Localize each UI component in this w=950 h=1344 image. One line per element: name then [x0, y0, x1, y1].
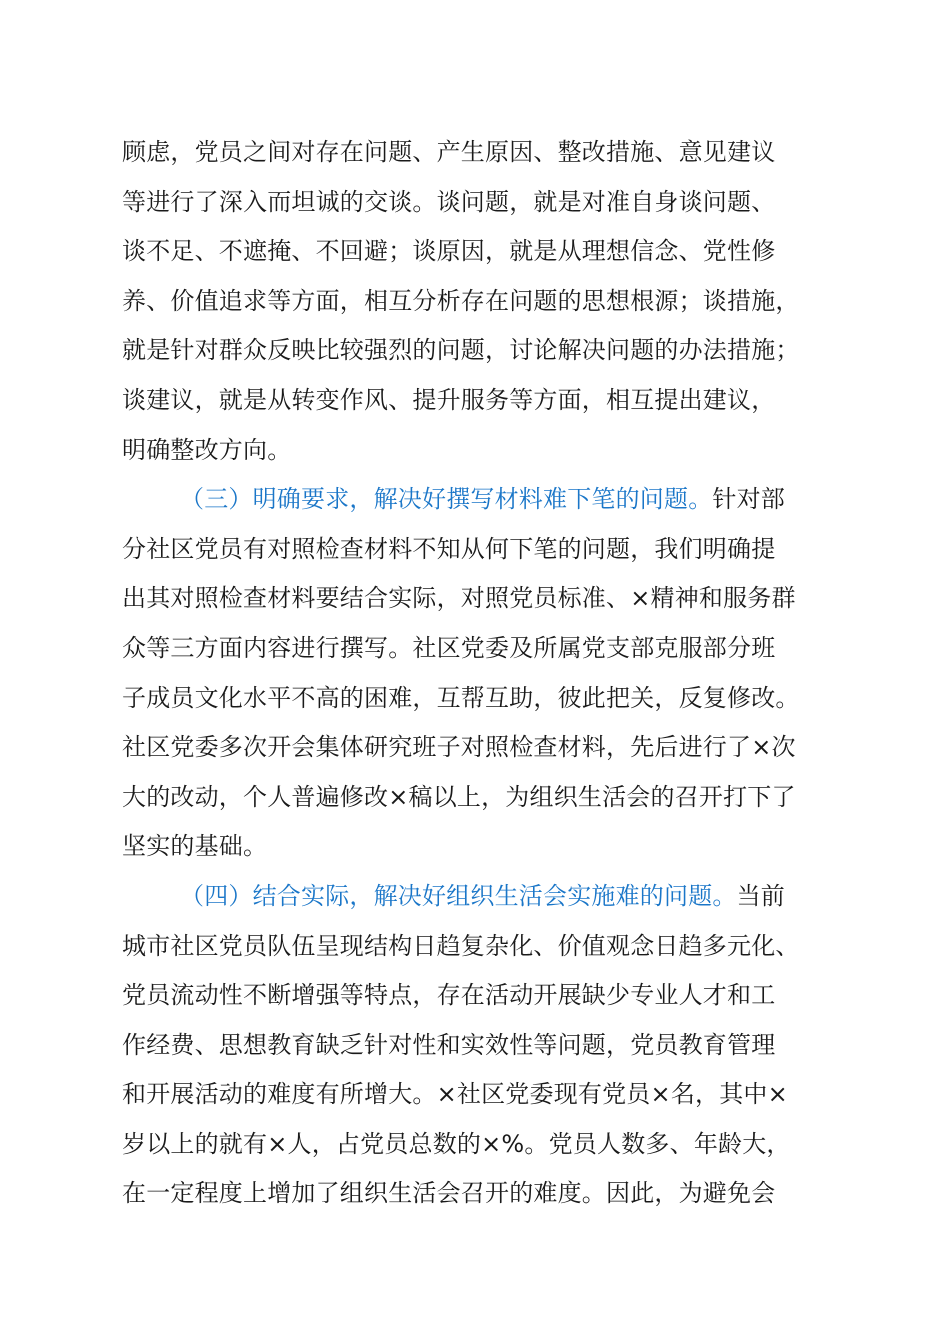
text-line: 在一定程度上增加了组织生活会召开的难度。因此，为避免会 [122, 1179, 776, 1208]
text-line: 城市社区党员队伍呈现结构日趋复杂化、价值观念日趋多元化、 [122, 931, 800, 960]
text-line: 作经费、思想教育缺乏针对性和实效性等问题，党员教育管理 [122, 1030, 776, 1059]
body-text [122, 128, 862, 1219]
section-three-line [122, 475, 862, 525]
section-four-lead: 当前 [736, 881, 786, 910]
text-line: 等进行了深入而坦诚的交谈。谈问题，就是对准自身谈问题、 [122, 187, 776, 216]
text-line: 就是针对群众反映比较强烈的问题，讨论解决问题的办法措施； [122, 336, 800, 365]
text-line: 明确整改方向。 [122, 435, 292, 464]
section-four-heading: （四）结合实际，解决好组织生活会实施难的问题。 [180, 881, 737, 910]
text-line: 党员流动性不断增强等特点，存在活动开展缺少专业人才和工 [122, 981, 776, 1010]
text-line: 大的改动，个人普遍修改×稿以上，为组织生活会的召开打下了 [122, 782, 796, 811]
text-line: 子成员文化水平不高的困难，互帮互助，彼此把关，反复修改。 [122, 683, 800, 712]
text-line: 和开展活动的难度有所增大。×社区党委现有党员×名，其中× [122, 1080, 788, 1109]
section-three-lead: 针对部 [712, 485, 786, 514]
text-line: 社区党委多次开会集体研究班子对照检查材料，先后进行了×次 [122, 733, 796, 762]
text-line: 坚实的基础。 [122, 832, 268, 861]
text-line: 谈建议，就是从转变作风、提升服务等方面，相互提出建议， [122, 385, 776, 414]
text-line: 分社区党员有对照检查材料不知从何下笔的问题，我们明确提 [122, 534, 776, 563]
text-line: 养、价值追求等方面，相互分析存在问题的思想根源；谈措施， [122, 286, 800, 315]
text-line: 岁以上的就有×人，占党员总数的×%。党员人数多、年龄大， [122, 1129, 791, 1158]
text-line: 众等三方面内容进行撰写。社区党委及所属党支部克服部分班 [122, 633, 776, 662]
text-line: 出其对照检查材料要结合实际，对照党员标准、×精神和服务群 [122, 584, 796, 613]
text-line: 顾虑，党员之间对存在问题、产生原因、整改措施、意见建议 [122, 138, 776, 166]
text-line: 谈不足、不遮掩、不回避；谈原因，就是从理想信念、党性修 [122, 237, 776, 266]
section-four-line [122, 872, 862, 922]
section-three-heading: （三）明确要求，解决好撰写材料难下笔的问题。 [180, 485, 713, 514]
